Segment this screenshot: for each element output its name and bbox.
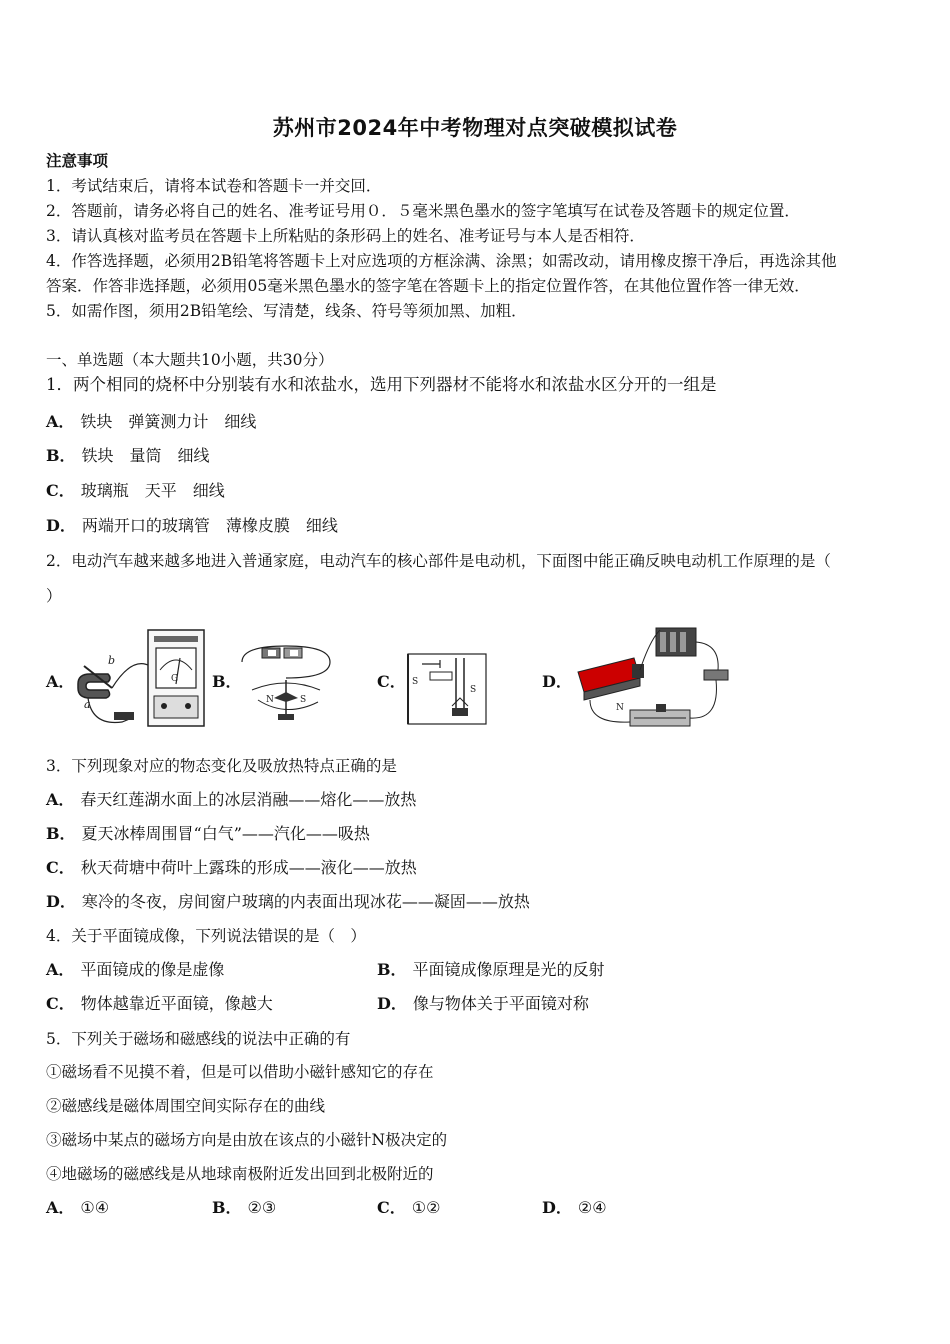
notice-heading: 注意事项 <box>46 151 109 170</box>
q5-statement-2: ②磁感线是磁体周围空间实际存在的曲线 <box>46 1097 326 1115</box>
q2-figure-d <box>570 620 732 732</box>
q3-option-b-text: 夏天冰棒周围冒“白气”——汽化——吸热 <box>81 824 370 843</box>
q2-stem-end: ） <box>46 587 62 605</box>
q3-option-a[interactable] <box>46 790 416 810</box>
q2-fig-a-meter-label: G <box>171 674 179 684</box>
q3-option-d[interactable] <box>46 892 530 912</box>
q4-option-b[interactable] <box>377 960 605 980</box>
q2-figure-c <box>404 648 490 728</box>
q2-fig-a-label-b: b <box>108 654 116 667</box>
q5-option-c-label: C． <box>377 1198 406 1217</box>
notice-item-4: 4．作答选择题，必须用2B铅笔将答题卡上对应选项的方框涂满、涂黑；如需改动，请用橡皮擦干净后，再选涂其他 <box>46 252 837 270</box>
q4-option-d[interactable] <box>377 994 589 1014</box>
q3-option-c-text: 秋天荷塘中荷叶上露珠的形成——液化——放热 <box>80 858 417 877</box>
q4-option-a[interactable] <box>46 960 224 980</box>
q4-option-b-label: B． <box>377 960 407 979</box>
q1-option-c[interactable] <box>46 481 225 501</box>
q2-stem: 2．电动汽车越来越多地进入普通家庭，电动汽车的核心部件是电动机，下面图中能正确反映电动机工作原理的是（ <box>46 552 831 570</box>
q2-option-c-label: C． <box>377 672 406 691</box>
q5-option-a-label: A． <box>46 1198 75 1217</box>
section-heading: 一、单选题（本大题共10小题，共30分） <box>46 351 334 369</box>
q5-option-d-text: ②④ <box>577 1198 607 1217</box>
q5-statement-1: ①磁场看不见摸不着，但是可以借助小磁针感知它的存在 <box>46 1063 434 1081</box>
q1-option-b-label: B． <box>46 446 76 465</box>
page-title: 苏州市2024年中考物理对点突破模拟试卷 <box>272 116 678 140</box>
q5-stem: 5．下列关于磁场和磁感线的说法中正确的有 <box>46 1030 351 1048</box>
q3-option-c-label: C． <box>46 858 75 877</box>
q2-option-b-label: B． <box>212 672 242 691</box>
q3-option-b[interactable] <box>46 824 370 844</box>
q2-option-a-label: A． <box>46 672 75 691</box>
q5-statement-3: ③磁场中某点的磁场方向是由放在该点的小磁针N极决定的 <box>46 1131 448 1149</box>
q1-option-d[interactable] <box>46 516 338 536</box>
q4-option-c-text: 物体越靠近平面镜，像越大 <box>80 994 273 1013</box>
q2-fig-c-label-s1: S <box>412 677 419 687</box>
q5-option-d-label: D． <box>542 1198 572 1217</box>
q5-option-a-text: ①④ <box>80 1198 110 1217</box>
q5-option-b-text: ②③ <box>247 1198 277 1217</box>
q3-option-d-label: D． <box>46 892 76 911</box>
q4-option-d-text: 像与物体关于平面镜对称 <box>412 994 589 1013</box>
q3-option-a-label: A． <box>46 790 75 809</box>
q2-fig-a-label-a: a <box>84 698 91 711</box>
q2-fig-d-label-n: N <box>616 703 624 713</box>
q5-option-b[interactable] <box>212 1198 276 1218</box>
q4-stem: 4．关于平面镜成像，下列说法错误的是（ ） <box>46 927 366 945</box>
q2-fig-c-label-s2: S <box>470 685 477 695</box>
q5-option-b-label: B． <box>212 1198 242 1217</box>
q5-option-c[interactable] <box>377 1198 440 1218</box>
q4-option-d-label: D． <box>377 994 407 1013</box>
notice-item-1: 1．考试结束后，请将本试卷和答题卡一并交回． <box>46 177 382 195</box>
q1-option-a-label: A． <box>46 412 75 431</box>
q4-option-c-label: C． <box>46 994 75 1013</box>
q1-option-b[interactable] <box>46 446 210 466</box>
q3-option-c[interactable] <box>46 858 417 878</box>
q1-option-d-label: D． <box>46 516 76 535</box>
q2-figure-b <box>238 640 334 728</box>
q4-option-a-label: A． <box>46 960 75 979</box>
notice-item-5: 5．如需作图，须用2B铅笔绘、写清楚，线条、符号等须加黑、加粗． <box>46 302 527 320</box>
notice-item-4-cont: 答案．作答非选择题，必须用05毫米黑色墨水的签字笔在答题卡上的指定位置作答，在其他位置作答一律无效． <box>46 277 810 295</box>
q2-option-d-label: D． <box>542 672 572 691</box>
q1-option-c-label: C． <box>46 481 75 500</box>
notice-item-2: 2．答题前，请务必将自己的姓名、准考证号用０．５毫米黑色墨水的签字笔填写在试卷及答题卡的规定位置． <box>46 202 800 220</box>
q1-option-c-text: 玻璃瓶 天平 细线 <box>80 481 225 500</box>
q5-option-c-text: ①② <box>411 1198 441 1217</box>
q3-option-d-text: 寒冷的冬夜，房间窗户玻璃的内表面出现冰花——凝固——放热 <box>81 892 530 911</box>
q2-fig-b-label-s: S <box>300 695 307 705</box>
notice-item-3: 3．请认真核对监考员在答题卡上所粘贴的条形码上的姓名、准考证号与本人是否相符． <box>46 227 645 245</box>
q5-option-a[interactable] <box>46 1198 109 1218</box>
q1-option-a[interactable] <box>46 412 256 432</box>
q1-stem: 1．两个相同的烧杯中分别装有水和浓盐水，选用下列器材不能将水和浓盐水区分开的一组是 <box>46 375 717 394</box>
q1-option-b-text: 铁块 量筒 细线 <box>81 446 210 465</box>
q5-statement-4: ④地磁场的磁感线是从地球南极附近发出回到北极附近的 <box>46 1165 434 1183</box>
q4-option-b-text: 平面镜成像原理是光的反射 <box>412 960 605 979</box>
q3-option-a-text: 春天红莲湖水面上的冰层消融——熔化——放热 <box>80 790 417 809</box>
q5-option-d[interactable] <box>542 1198 607 1218</box>
q3-stem: 3．下列现象对应的物态变化及吸放热特点正确的是 <box>46 757 397 775</box>
q2-figure-a <box>72 626 208 730</box>
q1-option-d-text: 两端开口的玻璃管 薄橡皮膜 细线 <box>81 516 338 535</box>
q2-fig-b-label-n: N <box>266 695 274 705</box>
q1-option-a-text: 铁块 弹簧测力计 细线 <box>80 412 257 431</box>
q4-option-a-text: 平面镜成的像是虚像 <box>80 960 225 979</box>
q4-option-c[interactable] <box>46 994 273 1014</box>
q3-option-b-label: B． <box>46 824 76 843</box>
